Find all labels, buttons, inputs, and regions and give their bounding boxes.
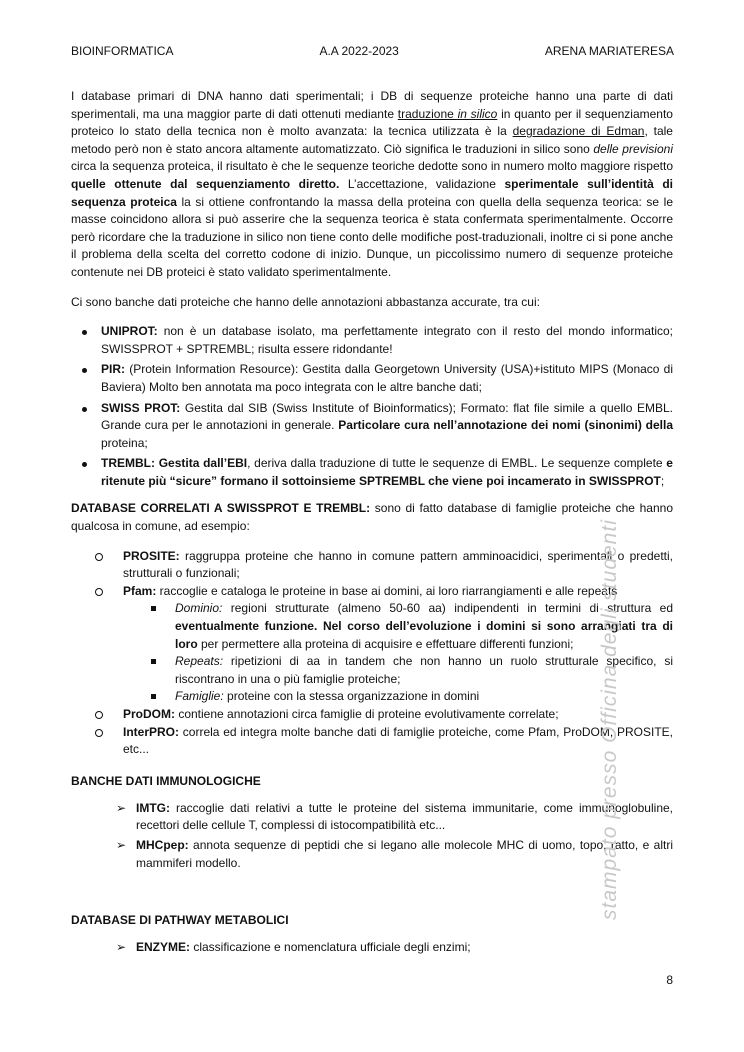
text-run: la si ottiene confrontando la massa della proteina con quella della sequenza teorica: se le masse coincidono allora si può asserire che la sequenza teorica è stata confermata sperimentalmente. Occorre però ricordare che la traduzione in silico non tiene conto delle modifiche post-traduzionali, inoltre ci si pone anche il problema della scelta del corretto codone di inizio. Dunque, un piccolissimo numero di sequenze proteiche contenute nei DB proteici è stato validato sperimentalmente. bbox=[71, 194, 674, 279]
term: MHCpep: bbox=[136, 837, 189, 852]
term: Famiglie: bbox=[175, 689, 224, 704]
description: , deriva dalla traduzione di tutte le sequenze di EMBL. Le sequenze complete bbox=[247, 456, 667, 471]
description: raggruppa proteine che hanno in comune pattern amminoacidici, sperimentali o predetti, strutturali o funzionali; bbox=[123, 548, 673, 581]
description: correla ed integra molte banche dati di famiglie proteiche, come Pfam, ProDOM, PROSITE, etc... bbox=[123, 724, 673, 757]
immunological-list bbox=[71, 800, 673, 872]
term: PIR: bbox=[101, 362, 125, 377]
description: ; bbox=[660, 473, 665, 488]
protein-banks-list bbox=[71, 323, 673, 490]
list-item-dominio bbox=[151, 600, 673, 653]
list-item-interpro bbox=[93, 724, 673, 759]
term: UNIPROT: bbox=[101, 324, 158, 339]
page-header bbox=[71, 44, 674, 58]
text-run: , tale metodo però non è stato ancora altamente automatizzato. Ciò significa le traduzioni in silico sono bbox=[71, 124, 673, 156]
term: PROSITE: bbox=[123, 548, 180, 563]
section-heading-pathway: DATABASE DI PATHWAY METABOLICI bbox=[71, 913, 289, 928]
term: Repeats: bbox=[175, 654, 224, 669]
description: ripetizioni di aa in tandem che non hanno un ruolo strutturale specifico, si riscontrano in una o più famiglie proteiche; bbox=[175, 654, 673, 686]
description-bold: Particolare cura nell’annotazione dei nomi (sinonimi) della bbox=[338, 418, 673, 433]
description: raccoglie e cataloga le proteine in base ai domini, ai loro riarrangiamenti e alle repeats bbox=[156, 583, 618, 598]
description: contiene annotazioni circa famiglie di proteine evolutivamente correlate; bbox=[175, 707, 559, 721]
description: (Protein Information Resource): Gestita dalla Georgetown University (USA)+istituto MIPS (Monaco di Baviera) Molto ben annotata ma poco integrata con le altre banche dati; bbox=[101, 362, 673, 394]
section-heading-immunological: BANCHE DATI IMMUNOLOGICHE bbox=[71, 773, 261, 788]
list-item-prodom bbox=[93, 706, 673, 724]
description: raccoglie dati relativi a tutte le proteine del sistema immunitarie, come immunoglobuline, recettori delle cellule T, complessi di istocompatibilità etc... bbox=[136, 800, 673, 833]
list-item-trembl bbox=[71, 455, 673, 490]
text-run-bold: quelle ottenute dal sequenziamento diretto. bbox=[71, 176, 340, 191]
term: IMTG: bbox=[136, 800, 170, 815]
term: InterPRO: bbox=[123, 724, 180, 739]
page-content bbox=[71, 88, 673, 959]
header-academic-year: A.A 2022-2023 bbox=[319, 44, 399, 58]
section-heading: DATABASE CORRELATI A SWISSPROT E TREMBL: bbox=[71, 501, 371, 516]
related-databases-paragraph bbox=[71, 500, 673, 535]
text-run-underlined: degradazione di Edman bbox=[512, 124, 645, 139]
description: per permettere alla proteina di acquisire e effettuare differenti funzioni; bbox=[197, 636, 574, 651]
description: proteina; bbox=[101, 435, 148, 450]
list-item-enzyme bbox=[116, 939, 673, 957]
list-item-pfam bbox=[93, 583, 673, 601]
header-author: ARENA MARIATERESA bbox=[544, 44, 674, 58]
text-run: I database primari di DNA hanno dati sperimentali; i DB di sequenze proteiche hanno una parte di dati sperimentali, ma una maggior parte di dati ottenuti mediante bbox=[71, 89, 673, 121]
text-run: in quanto per il sequenziamento proteico lo stato della tecnica non è molto avanzata: la tecnica utilizzata è la bbox=[71, 106, 673, 139]
description: classificazione e nomenclatura ufficiale degli enzimi; bbox=[190, 940, 471, 955]
term: TREMBL: Gestita dall’EBI bbox=[101, 456, 248, 471]
term: Dominio: bbox=[175, 601, 223, 616]
term: Pfam: bbox=[123, 583, 157, 598]
list-item-imtg bbox=[116, 800, 673, 835]
page-number: 8 bbox=[666, 973, 673, 987]
vertical-watermark: stampato presso Officina degli studenti bbox=[598, 519, 621, 920]
header-course: BIOINFORMATICA bbox=[71, 44, 174, 58]
description: proteine con la stessa organizzazione in domini bbox=[223, 689, 480, 704]
text-run-underlined: traduzione bbox=[397, 106, 458, 121]
banks-intro-paragraph: Ci sono banche dati proteiche che hanno delle annotazioni abbastanza accurate, tra cui: bbox=[71, 294, 540, 309]
list-item-mhcpep bbox=[116, 837, 673, 872]
description-bold: e ritenute più “sicure” formano il sottoinsieme SPTREMBL che viene poi incamerato in SWISSPROT bbox=[101, 456, 673, 488]
pathway-list bbox=[71, 939, 673, 957]
description: regioni strutturate (almeno 50-60 aa) indipendenti in termini di struttura ed bbox=[222, 601, 673, 616]
term: SWISS PROT: bbox=[101, 400, 181, 415]
intro-paragraph bbox=[71, 88, 673, 282]
term: ProDOM: bbox=[123, 707, 175, 721]
list-item-prosite bbox=[93, 548, 673, 583]
description: Gestita dal SIB (Swiss Institute of Bioinformatics); Formato: flat file simile a quello EMBL. Grande cura per le annotazioni in generale. bbox=[101, 400, 673, 433]
text-run: sono di fatto database di famiglie proteiche che hanno qualcosa in comune, ad esempio: bbox=[71, 501, 674, 534]
description: annota sequenze di peptidi che si legano alle molecole MHC di uomo, topo, ratto, e altri mammiferi modello. bbox=[136, 837, 673, 870]
list-item-pir bbox=[71, 361, 673, 396]
text-run: circa la sequenza proteica, il risultato è che le sequenze teoriche dedotte sono in numero molto maggiore rispetto bbox=[71, 159, 673, 174]
text-run-underlined-italic: in silico bbox=[457, 106, 498, 121]
description-bold: eventualmente funzione. Nel corso dell’evoluzione i domini si sono arrangiati tra di loro bbox=[175, 619, 673, 651]
related-databases-list bbox=[71, 548, 673, 759]
text-run: L’accettazione, validazione bbox=[339, 176, 505, 191]
text-run-bold: sperimentale sull’identità di sequenza proteica bbox=[71, 176, 674, 209]
list-item-famiglie bbox=[151, 688, 673, 706]
list-item-repeats bbox=[151, 653, 673, 688]
list-item-swissprot bbox=[71, 400, 673, 453]
term: ENZYME: bbox=[136, 940, 190, 955]
list-item-uniprot bbox=[71, 323, 673, 358]
text-run-italic: delle previsioni bbox=[593, 141, 673, 156]
description: non è un database isolato, ma perfettamente integrato con il resto del mondo informatico; SWISSPROT + SPTREMBL; risulta essere ridondante! bbox=[101, 324, 673, 356]
